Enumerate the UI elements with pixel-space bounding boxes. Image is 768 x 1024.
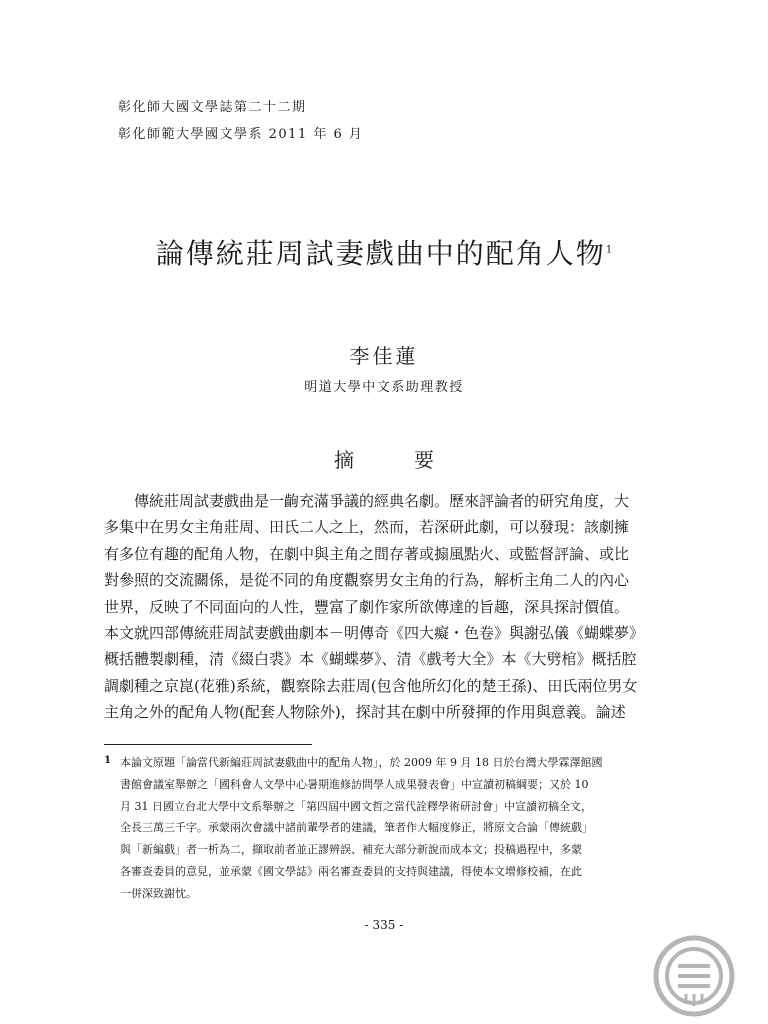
publisher-seal-icon <box>652 934 736 1018</box>
footnote <box>104 752 664 905</box>
journal-header <box>118 94 363 148</box>
abstract-line: 調劇種之京崑(花雅)系統，觀察除去莊周(包含他所幻化的楚王孫)、田氏兩位男女 <box>104 676 638 695</box>
paper-title-block <box>0 232 768 272</box>
footnote-line: 本論文原題「論當代新編莊周試妻戲曲中的配角人物」，於 2009 年 9 月 18 日於台灣大學霖澤館國 <box>120 756 603 769</box>
abstract-line: 主角之外的配角人物(配套人物除外)，探討其在劇中所發揮的作用與意義。論述 <box>104 703 626 722</box>
author-affiliation: 明道大學中文系助理教授 <box>304 380 464 395</box>
footnote-line: 書館會議室舉辦之「國科會人文學中心暑期進修訪問學人成果發表會」中宣讀初稿綱要；又於 10 <box>120 777 589 791</box>
footnote-line: 全長三萬三千字。承蒙兩次會議中諸前輩學者的建議，筆者作大幅度修正，將原文合論「傳統戲」 <box>120 821 593 835</box>
footnote-line: 各審查委員的意見，並承蒙《國文學誌》兩名審查委員的支持與建議，得使本文增修校補，在此 <box>120 864 582 878</box>
footnote-line: 與「新編戲」者一析為二，擷取前者並正謬辨誤、補充大部分新說而成本文；投稿過程中，多蒙 <box>120 843 582 857</box>
title-footnote-marker[interactable]: 1 <box>605 244 613 256</box>
journal-issue: 彰化師大國文學誌第二十二期 <box>118 100 307 115</box>
footnote-marker: 1 <box>104 755 111 766</box>
paper-title: 論傳統莊周試妻戲曲中的配角人物 <box>155 237 606 270</box>
abstract-heading: 摘 要 <box>334 448 454 472</box>
journal-publisher-date: 彰化師範大學國文學系 2011 年 6 月 <box>118 127 364 142</box>
abstract-line: 有多位有趣的配角人物，在劇中與主角之間存著或搧風點火、或監督評論、或比 <box>104 544 630 563</box>
abstract-line: 本文就四部傳統莊周試妻戲曲劇本－明傳奇《四大癡・色卷》與謝弘儀《蝴蝶夢》 <box>104 624 645 643</box>
page-number: - 335 - <box>364 918 404 932</box>
footnote-line: 一併深致謝忱。 <box>120 886 197 900</box>
abstract-body <box>104 488 664 726</box>
abstract-line: 世界，反映了不同面向的人性，豐富了劇作家所欲傳達的旨趣，深具探討價值。 <box>104 597 630 616</box>
author-name: 李佳蓮 <box>349 344 419 368</box>
abstract-line: 概括體製劇種，清《綴白裘》本《蝴蝶夢》、清《戲考大全》本《大劈棺》概括腔 <box>104 650 637 669</box>
footnote-line: 月 31 日國立台北大學中文系舉辦之「第四屆中國文哲之當代詮釋學術研討會」中宣讀初稿全文， <box>120 799 592 813</box>
abstract-line: 傳統莊周試妻戲曲是一齣充滿爭議的經典名劇。歷來評論者的研究角度，大 <box>104 492 630 510</box>
abstract-line: 對參照的交流關係，是從不同的角度觀察男女主角的行為，解析主角二人的內心 <box>104 571 630 590</box>
abstract-line: 多集中在男女主角莊周、田氏二人之上，然而，若深研此劇，可以發現：該劇擁 <box>104 518 630 537</box>
footnote-divider <box>104 744 312 745</box>
